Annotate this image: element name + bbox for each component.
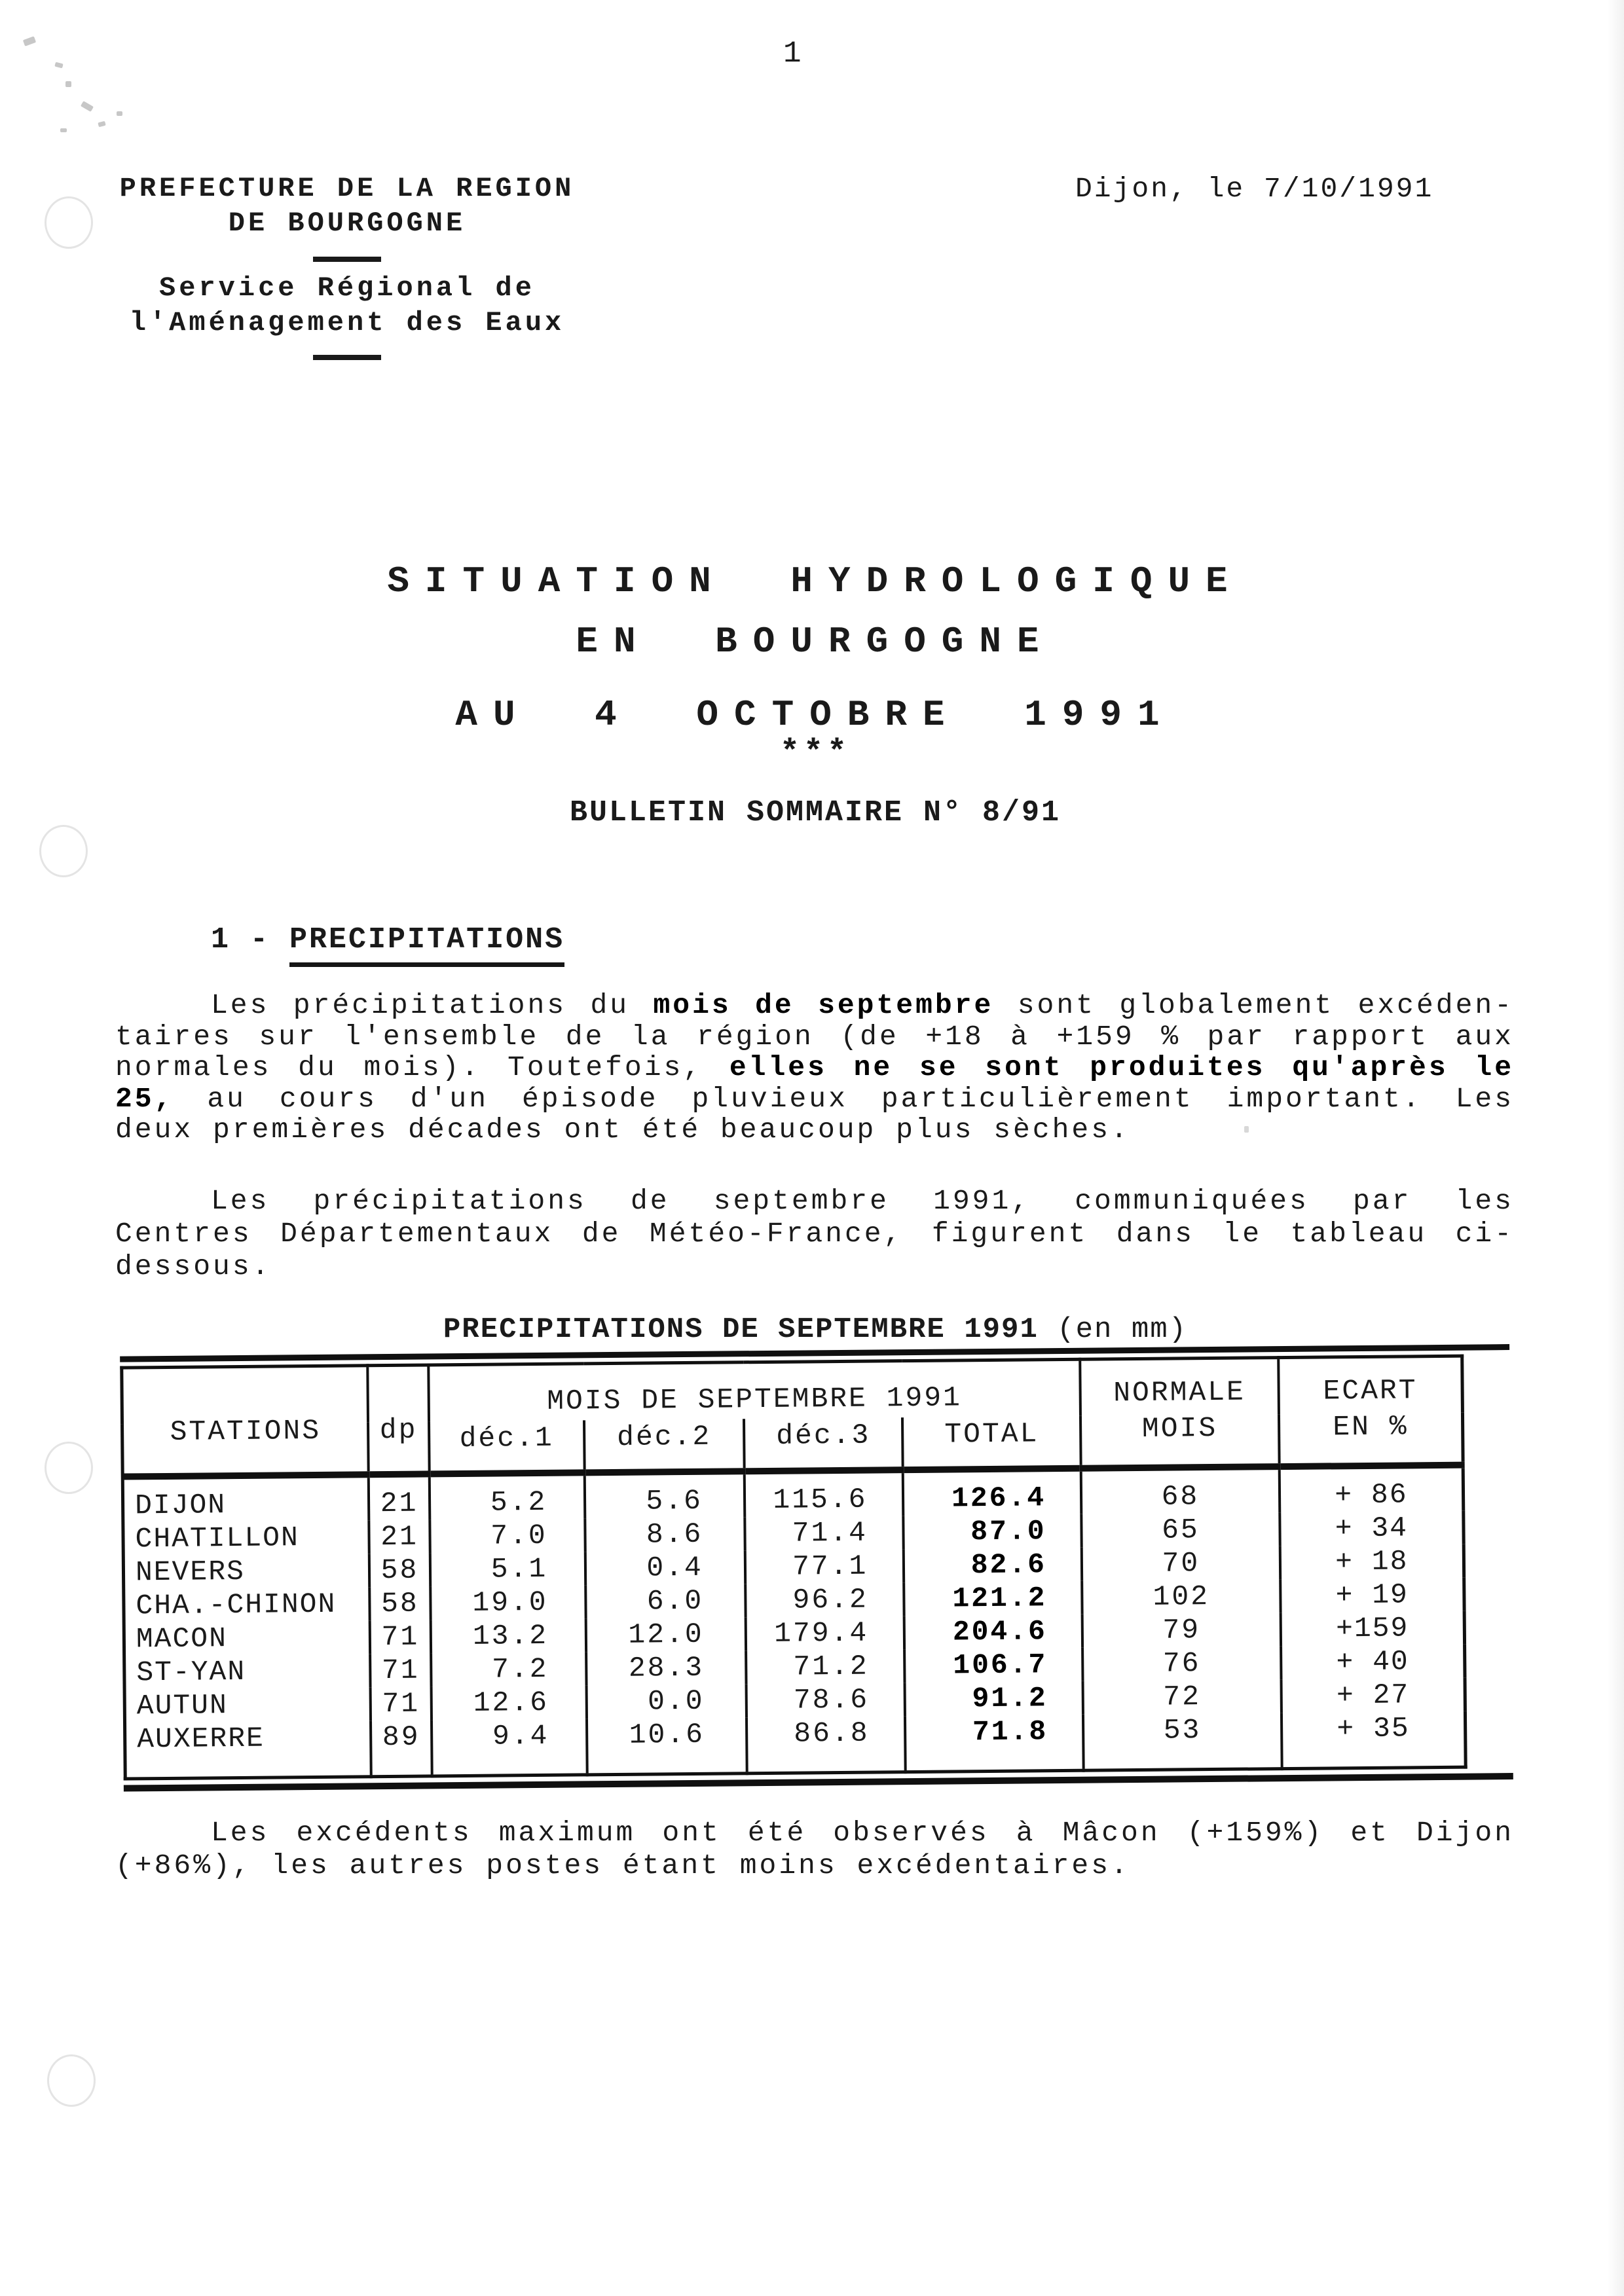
cell-ecart: + 18 <box>1280 1544 1464 1578</box>
col-header-normale <box>1080 1358 1279 1468</box>
cell-dp: 71 <box>371 1686 432 1721</box>
cell-ecart: + 34 <box>1280 1510 1464 1545</box>
cell-ecart: + 27 <box>1281 1677 1465 1712</box>
bulletin-number: BULLETIN SOMMAIRE N° 8/91 <box>569 796 1061 829</box>
text-run: (+86%), les autres postes étant moins excédentaires. <box>115 1850 1130 1882</box>
cell-total: 82.6 <box>904 1547 1082 1582</box>
title-block <box>111 562 1519 829</box>
cell-dec3: 71.4 <box>745 1516 904 1550</box>
cell-dp: 58 <box>369 1553 430 1587</box>
dateline: Dijon, le 7/10/1991 <box>1075 173 1434 205</box>
cell-dec3: 96.2 <box>745 1582 904 1617</box>
text-run-bold: elles ne se sont produites qu'après le <box>729 1051 1514 1084</box>
text-run: deux premières décades ont été beaucoup plus sèches. <box>115 1114 1130 1146</box>
paragraph-line <box>115 1850 1514 1882</box>
table-title-main: PRECIPITATIONS DE SEPTEMBRE 1991 <box>443 1313 1039 1346</box>
precipitation-table-wrapper <box>120 1344 1513 1791</box>
cell-total: 204.6 <box>904 1614 1082 1649</box>
cell-dec2: 6.0 <box>585 1584 745 1618</box>
col-header-dec3: déc.3 <box>744 1417 903 1471</box>
cell-dec1: 12.6 <box>431 1685 587 1720</box>
cell-normale: 70 <box>1082 1546 1280 1581</box>
cell-station: DIJON <box>122 1474 369 1522</box>
cell-dec3: 179.4 <box>745 1616 904 1650</box>
scan-speckle <box>81 101 94 112</box>
letterhead-service-line2: l'Aménagement des Eaux <box>129 307 565 338</box>
cell-ecart: + 19 <box>1280 1577 1464 1612</box>
cell-dp: 21 <box>369 1474 430 1520</box>
col-header-dp: dp <box>368 1365 430 1474</box>
cell-ecart: +159 <box>1280 1611 1464 1645</box>
section-heading <box>211 923 564 957</box>
cell-dec1: 7.0 <box>430 1518 585 1553</box>
section-number: 1 - <box>211 923 290 957</box>
col-group-mois: MOIS DE SEPTEMBRE 1991 <box>428 1359 1080 1421</box>
cell-ecart: + 40 <box>1281 1644 1465 1679</box>
cell-station: ST-YAN <box>124 1654 371 1689</box>
cell-normale: 68 <box>1081 1467 1280 1514</box>
letterhead <box>98 172 596 369</box>
cell-normale: 79 <box>1082 1613 1281 1648</box>
paragraph-line <box>115 1218 1514 1250</box>
cell-dec2: 10.6 <box>587 1717 747 1775</box>
cell-dp: 71 <box>370 1620 431 1654</box>
col-header-stations: STATIONS <box>122 1366 369 1476</box>
text-run: dessous. <box>115 1250 272 1283</box>
cell-dec3: 78.6 <box>746 1683 905 1717</box>
scan-speckle <box>23 36 36 46</box>
punch-hole <box>45 1442 93 1494</box>
cell-dec2: 28.3 <box>586 1650 746 1685</box>
cell-dp: 58 <box>370 1586 431 1620</box>
cell-station: MACON <box>124 1620 370 1656</box>
paragraph-closing <box>115 1817 1514 1882</box>
paragraph-line <box>115 1250 1514 1283</box>
scan-speckle <box>117 111 122 116</box>
paragraph-line <box>115 990 1514 1021</box>
cell-normale: 53 <box>1083 1713 1282 1770</box>
title-separator-stars: *** <box>779 735 851 772</box>
cell-ecart: + 86 <box>1279 1465 1463 1512</box>
doc-title-line1: SITUATION HYDROLOGIQUE <box>387 560 1244 602</box>
cell-normale: 65 <box>1081 1512 1280 1548</box>
section-label: PRECIPITATIONS <box>289 923 564 967</box>
text-run: Les excédents maximum ont été observés à Mâcon (+159%) et Dijon <box>211 1817 1514 1849</box>
letterhead-divider <box>313 355 381 360</box>
cell-dec3: 71.2 <box>746 1649 905 1684</box>
paragraph-line <box>115 1817 1514 1850</box>
cell-total: 126.4 <box>903 1468 1081 1515</box>
paragraph-line <box>115 1185 1514 1218</box>
text-run: normales du mois). Toutefois, <box>115 1051 729 1084</box>
letterhead-org-line2: DE BOURGOGNE <box>228 208 466 239</box>
text-run: Les précipitations du <box>211 989 654 1021</box>
cell-total: 106.7 <box>904 1647 1082 1682</box>
cell-dp: 71 <box>371 1653 432 1687</box>
table-title <box>111 1313 1519 1346</box>
paragraph-source <box>115 1185 1514 1283</box>
table-row <box>125 1711 1466 1778</box>
col-header-ecart-line1: ECART <box>1323 1374 1418 1408</box>
cell-station: NEVERS <box>123 1554 369 1589</box>
cell-dp: 89 <box>371 1720 432 1776</box>
cell-dec2: 5.6 <box>585 1471 745 1518</box>
cell-normale: 76 <box>1082 1646 1281 1681</box>
cell-dec2: 12.0 <box>586 1617 746 1652</box>
punch-hole <box>39 825 88 877</box>
cell-ecart: + 35 <box>1282 1711 1466 1768</box>
cell-dec2: 0.0 <box>587 1684 747 1719</box>
cell-dec3: 86.8 <box>747 1716 906 1774</box>
table-title-unit: (en mm) <box>1038 1313 1188 1346</box>
cell-dec1: 13.2 <box>430 1618 586 1653</box>
paragraph-precipitations <box>115 990 1514 1146</box>
paragraph-line <box>115 1021 1514 1053</box>
cell-total: 121.2 <box>904 1580 1082 1615</box>
col-header-total: TOTAL <box>902 1415 1080 1469</box>
cell-dec1: 7.2 <box>431 1652 587 1686</box>
paragraph-line <box>115 1084 1514 1115</box>
letterhead-divider <box>313 257 381 262</box>
cell-dec1: 19.0 <box>430 1585 586 1620</box>
scan-speckle <box>60 128 67 132</box>
text-run-bold: 25, <box>115 1082 174 1115</box>
col-header-dec2: déc.2 <box>584 1419 744 1472</box>
cell-normale: 72 <box>1083 1679 1282 1715</box>
cell-dec3: 77.1 <box>745 1549 904 1584</box>
cell-station: CHA.-CHINON <box>124 1587 370 1622</box>
col-header-dec1: déc.1 <box>429 1420 585 1474</box>
col-header-ecart-line2: EN % <box>1333 1410 1409 1444</box>
cell-total: 91.2 <box>905 1681 1083 1715</box>
punch-hole <box>47 2054 96 2107</box>
page-number: 1 <box>783 37 802 71</box>
paragraph-line <box>115 1052 1514 1084</box>
text-run-bold: mois de septembre <box>653 989 994 1021</box>
cell-dp: 21 <box>369 1520 430 1554</box>
letterhead-service-line1: Service Régional de <box>159 272 535 304</box>
cell-dec1: 5.1 <box>430 1552 585 1586</box>
precipitation-table <box>120 1355 1467 1780</box>
cell-total: 87.0 <box>904 1514 1082 1548</box>
cell-station: AUXERRE <box>125 1721 372 1779</box>
cell-normale: 102 <box>1082 1579 1280 1614</box>
text-run: sont globalement excéden- <box>993 989 1515 1021</box>
doc-title-line3: AU 4 OCTOBRE 1991 <box>455 694 1175 736</box>
cell-station: CHATILLON <box>123 1520 369 1556</box>
scan-speckle <box>65 81 71 87</box>
scan-speckle <box>98 121 105 128</box>
text-run: taires sur l'ensemble de la région (de +18 à +159 % par rapport aux <box>115 1020 1514 1053</box>
paragraph-line <box>115 1114 1514 1146</box>
text-run: Les précipitations de septembre 1991, communiquées par les <box>211 1185 1514 1217</box>
letterhead-org-line1: PREFECTURE DE LA REGION <box>119 173 575 204</box>
scan-speckle <box>54 62 63 69</box>
cell-dec1: 9.4 <box>432 1719 587 1776</box>
cell-dec2: 8.6 <box>585 1517 745 1552</box>
cell-dec2: 0.4 <box>585 1550 745 1585</box>
doc-title-line2: EN BOURGOGNE <box>576 621 1055 663</box>
scan-edge-shade <box>1607 0 1624 2296</box>
text-run: au cours d'un épisode pluvieux particulièrement important. Les <box>174 1082 1514 1115</box>
cell-station: AUTUN <box>124 1687 371 1722</box>
col-header-ecart <box>1278 1356 1463 1466</box>
cell-dec3: 115.6 <box>744 1470 903 1517</box>
punch-hole <box>45 196 93 249</box>
cell-total: 71.8 <box>905 1714 1083 1772</box>
text-run: Centres Départementaux de Météo-France, figurent dans le tableau ci- <box>115 1218 1514 1250</box>
cell-dec1: 5.2 <box>429 1472 585 1520</box>
col-header-normale-line2: MOIS <box>1141 1412 1218 1445</box>
col-header-normale-line1: NORMALE <box>1113 1376 1246 1410</box>
